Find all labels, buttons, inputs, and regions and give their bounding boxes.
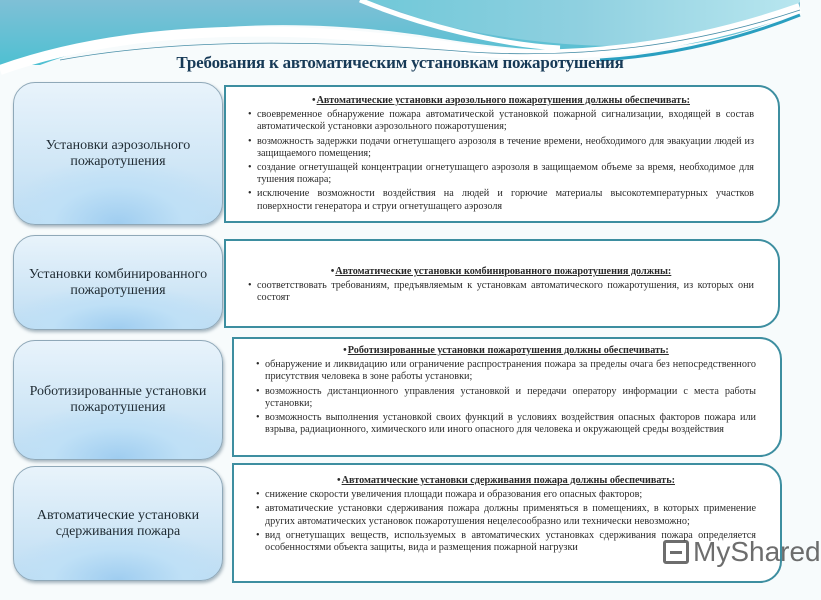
requirements-heading: • Роботизированные установки пожаротушения должны обеспечивать: bbox=[256, 345, 756, 357]
requirements-aerosol bbox=[224, 85, 780, 223]
category-label: Установки комбинированного пожаротушения bbox=[28, 266, 208, 298]
requirements-heading: • Автоматические установки комбинированного пожаротушения должны: bbox=[248, 266, 754, 278]
requirements-containment bbox=[232, 463, 782, 583]
page-title: Требования к автоматическим установкам пожаротушения bbox=[176, 53, 624, 72]
watermark-text: MyShared bbox=[693, 536, 821, 567]
requirements-robotic bbox=[232, 337, 782, 457]
category-combined bbox=[13, 235, 223, 330]
requirement-item: • вид огнетушащих веществ, используемых в автоматических установках сдерживания пожара определяется особенностями объекта защиты, вида и размещения пожарной нагрузки bbox=[256, 530, 756, 554]
requirement-item: • обнаружение и ликвидацию или ограничение распространения пожара за пределы очага без непосредственного присутствия человека в зоне работы установки; bbox=[256, 359, 756, 383]
requirements-heading: • Автоматические установки аэрозольного пожаротушения должны обеспечивать: bbox=[248, 95, 754, 107]
category-containment bbox=[13, 466, 223, 581]
requirement-item: • создание огнетушащей концентрации огнетушащего аэрозоля в защищаемом объеме за время, необходимое для тушения пожара; bbox=[248, 162, 754, 186]
requirement-item: • исключение возможности воздействия на людей и горючие материалы высокотемпературных участков поверхности генератора и струи огнетушащего аэрозоля bbox=[248, 188, 754, 212]
requirement-item: • возможность выполнения установкой своих функций в условиях воздействия опасных факторов пожара или взрыва, радиационного, химического или иного опасного для человека и окружающей среды воздействия bbox=[256, 412, 756, 436]
category-label: Автоматические установки сдерживания пожара bbox=[36, 507, 200, 539]
category-label: Роботизированные установки пожаротушения bbox=[29, 384, 207, 415]
category-label: Установки аэрозольного пожаротушения bbox=[45, 137, 191, 169]
requirement-item: • своевременное обнаружение пожара автоматической установкой пожарной сигнализации, входящей в состав автоматической установки аэрозольного пожаротушения; bbox=[248, 109, 754, 133]
requirement-item: • снижение скорости увеличения площади пожара и образования его опасных факторов; bbox=[256, 489, 756, 501]
requirement-item: • соответствовать требованиям, предъявляемым к установкам автоматического пожаротушения, из которых они состоят bbox=[248, 280, 754, 304]
requirements-combined bbox=[224, 239, 780, 328]
requirements-heading: • Автоматические установки сдерживания пожара должны обеспечивать: bbox=[256, 475, 756, 487]
category-robotic bbox=[13, 340, 223, 460]
requirement-item: • автоматические установки сдерживания пожара должны применяться в помещениях, в которых применение других автоматических установок пожаротушения нецелесообразно или технически невозможно; bbox=[256, 503, 756, 527]
category-aerosol bbox=[13, 82, 223, 225]
requirement-item: • возможность дистанционного управления установкой и передачи оператору информации с места работы установки; bbox=[256, 386, 756, 410]
requirement-item: • возможность задержки подачи огнетушащего аэрозоля в течение времени, необходимого для эвакуации людей из защищаемого помещения; bbox=[248, 136, 754, 160]
